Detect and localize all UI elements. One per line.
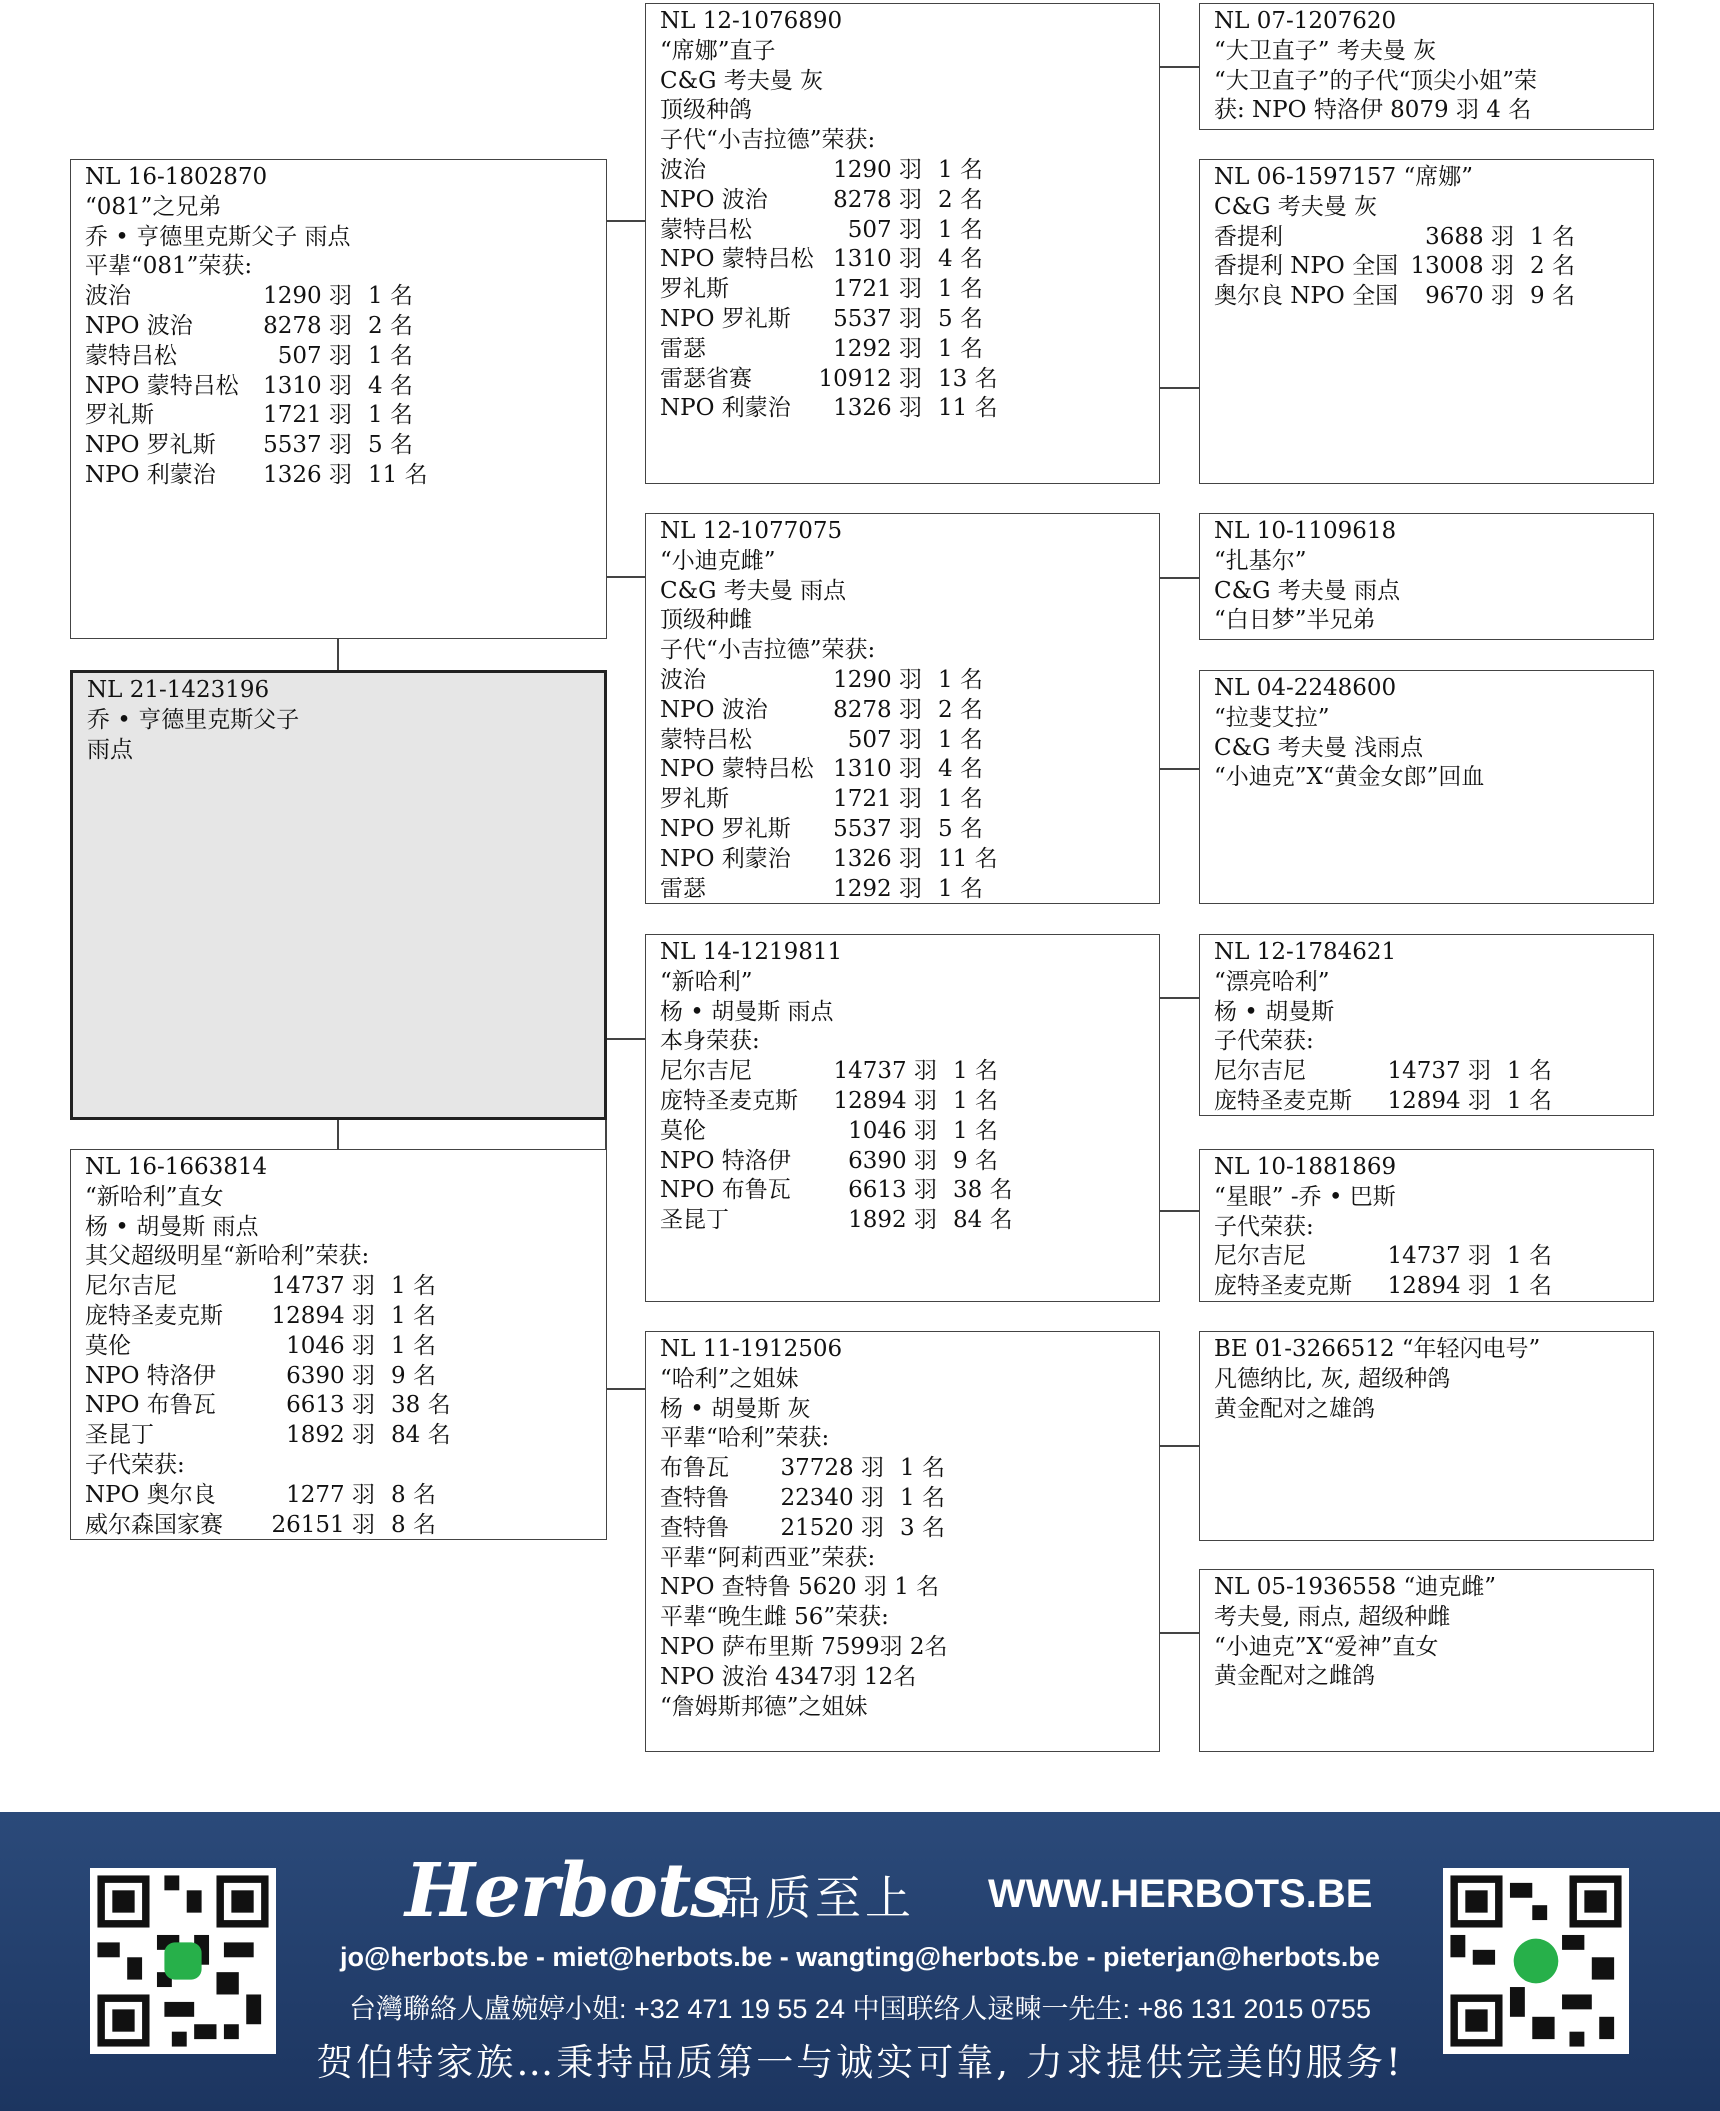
placing: 1 名 — [938, 666, 983, 693]
race-name: 莫伦 — [660, 1117, 706, 1144]
race-name: 奥尔良 NPO 全国 — [1214, 283, 1399, 310]
placing: 11 名 — [938, 845, 998, 872]
race-name: 罗礼斯 — [660, 276, 729, 303]
info-line: “扎基尔” — [1214, 547, 1307, 574]
connector — [1158, 997, 1200, 999]
result-row — [85, 342, 606, 372]
result-row — [660, 1206, 1159, 1236]
info-line: 顶级种雌 — [660, 607, 752, 634]
connector — [1158, 1210, 1200, 1212]
bird-count: 12894 羽 — [271, 1302, 375, 1329]
race-name: 罗礼斯 — [660, 786, 729, 813]
website-link[interactable]: WWW.HERBOTS.BE — [988, 1872, 1373, 1916]
placing: 8 名 — [391, 1511, 436, 1538]
connector — [605, 1388, 647, 1390]
bird-count: 1310 羽 — [833, 756, 922, 783]
bird-count: 1292 羽 — [833, 335, 922, 362]
bird-count: 1290 羽 — [833, 666, 922, 693]
placing: 5 名 — [368, 432, 413, 459]
placing: 1 名 — [1530, 223, 1575, 250]
info-line: 子代“小吉拉德”荣获: — [660, 637, 876, 664]
bird-count: 12894 羽 — [833, 1087, 937, 1114]
placing: 1 名 — [938, 335, 983, 362]
race-name: 波治 — [660, 666, 706, 693]
placing: 84 名 — [391, 1422, 451, 1449]
info-line: “大卫直子”的子代“顶尖小姐”荣 — [1214, 67, 1538, 94]
result-row — [660, 365, 1159, 395]
bird-count: 21520 羽 — [780, 1514, 884, 1541]
result-row — [85, 1511, 606, 1541]
race-name: 蒙特吕松 — [660, 216, 752, 243]
result-row — [85, 1332, 606, 1362]
info-line: “星眼” -乔 • 巴斯 — [1214, 1183, 1396, 1210]
ring-number: BE 01-3266512 “年轻闪电号” — [1214, 1336, 1541, 1362]
info-line: NPO 萨布里斯 7599羽 2名 — [660, 1633, 948, 1660]
ring-number: NL 21-1423196 — [87, 677, 270, 703]
sire-dam-card — [645, 513, 1160, 904]
ring-number: NL 04-2248600 — [1214, 675, 1397, 701]
placing: 1 名 — [368, 283, 413, 310]
bird-count: 8278 羽 — [263, 312, 352, 339]
placing: 4 名 — [938, 756, 983, 783]
race-name: 雷瑟 — [660, 335, 706, 362]
race-name: 尼尔吉尼 — [1214, 1243, 1306, 1270]
info-line: C&G 考夫曼 灰 — [660, 67, 824, 94]
race-name: NPO 奥尔良 — [85, 1481, 216, 1508]
info-line: “小迪克”X“爱神”直女 — [1214, 1633, 1439, 1660]
info-line: 平辈“哈利”荣获: — [660, 1425, 830, 1452]
info-line: 子代“小吉拉德”荣获: — [660, 127, 876, 154]
info-line: 子代荣获: — [85, 1451, 185, 1478]
race-name: 庞特圣麦克斯 — [85, 1302, 223, 1329]
result-row — [660, 1057, 1159, 1087]
bird-count: 6613 羽 — [848, 1177, 937, 1204]
bird-count: 1310 羽 — [263, 372, 352, 399]
result-row — [660, 275, 1159, 305]
race-name: 威尔森国家赛 — [85, 1511, 223, 1538]
race-name: 罗礼斯 — [85, 402, 154, 429]
email-links[interactable]: jo@herbots.be - miet@herbots.be - wangting@herbots.be - pieterjan@herbots.be — [340, 1942, 1380, 1972]
info-line: 考夫曼, 雨点, 超级种雌 — [1214, 1603, 1451, 1630]
race-name: NPO 特洛伊 — [85, 1362, 216, 1389]
result-row — [660, 755, 1159, 785]
info-line: 凡德纳比, 灰, 超级种鸽 — [1214, 1365, 1451, 1392]
info-line: 顶级种鸽 — [660, 97, 752, 124]
race-name: 波治 — [85, 283, 131, 310]
sire-sire-sire-card — [1199, 3, 1654, 130]
placing: 1 名 — [900, 1484, 945, 1511]
result-row — [660, 394, 1159, 424]
bird-count: 1046 羽 — [848, 1117, 937, 1144]
result-row — [85, 1391, 606, 1421]
connector — [1158, 387, 1200, 389]
info-line: 平辈“081”荣获: — [85, 253, 253, 280]
bird-count: 5537 羽 — [263, 432, 352, 459]
bird-count: 507 羽 — [847, 216, 922, 243]
race-name: NPO 布鲁瓦 — [660, 1177, 791, 1204]
placing: 1 名 — [1507, 1058, 1552, 1085]
placing: 5 名 — [938, 305, 983, 332]
placing: 1 名 — [391, 1273, 436, 1300]
placing: 11 名 — [368, 461, 428, 488]
info-line: “大卫直子” 考夫曼 灰 — [1214, 37, 1437, 64]
info-line: C&G 考夫曼 雨点 — [1214, 577, 1401, 604]
dam-dam-dam-card — [1199, 1569, 1654, 1752]
placing: 1 名 — [953, 1058, 998, 1085]
info-line: “新哈利”直女 — [85, 1183, 224, 1210]
info-line: C&G 考夫曼 灰 — [1214, 193, 1378, 220]
bird-count: 6390 羽 — [848, 1147, 937, 1174]
result-row — [660, 335, 1159, 365]
bird-count: 1310 羽 — [833, 246, 922, 273]
brand-logo: Herbots — [405, 1848, 731, 1934]
placing: 1 名 — [391, 1302, 436, 1329]
info-line: 黄金配对之雄鸽 — [1214, 1395, 1375, 1422]
placing: 2 名 — [938, 186, 983, 213]
race-name: NPO 利蒙治 — [85, 461, 216, 488]
result-row — [660, 1117, 1159, 1147]
ring-number: NL 10-1881869 — [1214, 1154, 1397, 1180]
result-row — [660, 186, 1159, 216]
race-name: NPO 罗礼斯 — [660, 815, 791, 842]
info-line: 杨 • 胡曼斯 雨点 — [85, 1213, 259, 1240]
race-name: NPO 特洛伊 — [660, 1147, 791, 1174]
info-line: 子代荣获: — [1214, 1213, 1314, 1240]
placing: 1 名 — [938, 875, 983, 902]
bird-count: 1292 羽 — [833, 875, 922, 902]
race-name: 查特鲁 — [660, 1484, 729, 1511]
placing: 1 名 — [391, 1332, 436, 1359]
race-name: NPO 蒙特吕松 — [660, 756, 814, 783]
bird-count: 1721 羽 — [833, 786, 922, 813]
result-row — [85, 461, 606, 491]
race-name: 蒙特吕松 — [660, 726, 752, 753]
placing: 1 名 — [368, 402, 413, 429]
bird-count: 1721 羽 — [263, 402, 352, 429]
color: 雨点 — [87, 736, 133, 763]
main-pigeon-card — [70, 670, 607, 1120]
result-row — [85, 1481, 606, 1511]
bird-count: 1046 羽 — [286, 1332, 375, 1359]
info-line: “哈利”之姐妹 — [660, 1365, 799, 1392]
dam-sire-card — [645, 934, 1160, 1302]
info-line: 子代荣获: — [1214, 1028, 1314, 1055]
connector — [337, 1118, 339, 1150]
bird-count: 37728 羽 — [780, 1455, 884, 1482]
race-name: 圣昆丁 — [85, 1422, 154, 1449]
race-name: NPO 罗礼斯 — [85, 432, 216, 459]
result-row — [660, 696, 1159, 726]
info-line: “拉斐艾拉” — [1214, 704, 1330, 731]
race-name: NPO 蒙特吕松 — [85, 372, 239, 399]
race-name: 庞特圣麦克斯 — [1214, 1273, 1352, 1300]
bird-count: 12894 羽 — [1387, 1087, 1491, 1114]
info-line: NPO 波治 4347羽 12名 — [660, 1663, 917, 1690]
result-row — [660, 216, 1159, 246]
race-name: 尼尔吉尼 — [1214, 1058, 1306, 1085]
ring-number: NL 07-1207620 — [1214, 8, 1397, 34]
footer-banner — [0, 1812, 1720, 2111]
bird-count: 9670 羽 — [1425, 283, 1514, 310]
result-row — [1214, 282, 1653, 312]
bird-count: 1277 羽 — [286, 1481, 375, 1508]
race-name: 尼尔吉尼 — [85, 1273, 177, 1300]
info-line: “詹姆斯邦德”之姐妹 — [660, 1693, 868, 1720]
result-row — [85, 282, 606, 312]
info-line: 本身荣获: — [660, 1028, 760, 1055]
ring-number: NL 10-1109618 — [1214, 518, 1397, 544]
bird-count: 14737 羽 — [271, 1273, 375, 1300]
bird-count: 14737 羽 — [1387, 1243, 1491, 1270]
result-row — [660, 875, 1159, 905]
race-name: 尼尔吉尼 — [660, 1058, 752, 1085]
race-name: NPO 布鲁瓦 — [85, 1392, 216, 1419]
placing: 1 名 — [900, 1455, 945, 1482]
placing: 1 名 — [938, 726, 983, 753]
info-line: “漂亮哈利” — [1214, 968, 1330, 995]
connector — [1158, 1445, 1200, 1447]
bird-count: 22340 羽 — [780, 1484, 884, 1511]
placing: 4 名 — [368, 372, 413, 399]
info-line: “小迪克”X“黄金女郎”回血 — [1214, 764, 1485, 791]
connector — [605, 220, 647, 222]
sire-sire-card — [645, 3, 1160, 484]
bird-count: 5537 羽 — [833, 815, 922, 842]
result-row — [85, 401, 606, 431]
race-name: NPO 波治 — [660, 696, 768, 723]
bird-count: 1892 羽 — [848, 1207, 937, 1234]
placing: 38 名 — [953, 1177, 1013, 1204]
info-line: 其父超级明星“新哈利”荣获: — [85, 1243, 370, 1270]
info-line: C&G 考夫曼 雨点 — [660, 577, 847, 604]
placing: 13 名 — [938, 365, 998, 392]
result-row — [660, 1147, 1159, 1177]
bird-count: 6613 羽 — [286, 1392, 375, 1419]
result-row — [85, 1421, 606, 1451]
result-row — [660, 305, 1159, 335]
bird-count: 8278 羽 — [833, 696, 922, 723]
info-line: NPO 查特鲁 5620 羽 1 名 — [660, 1574, 940, 1601]
ring-number: NL 12-1784621 — [1214, 939, 1397, 965]
dam-dam-sire-card — [1199, 1331, 1654, 1541]
info-line: “席娜”直子 — [660, 37, 776, 64]
info-line: 杨 • 胡曼斯 灰 — [660, 1395, 811, 1422]
placing: 2 名 — [368, 312, 413, 339]
connector — [1158, 1632, 1200, 1634]
dam-dam-card — [645, 1331, 1160, 1752]
race-name: NPO 罗礼斯 — [660, 305, 791, 332]
result-row — [660, 1087, 1159, 1117]
placing: 38 名 — [391, 1392, 451, 1419]
race-name: 波治 — [660, 156, 706, 183]
breeder: 乔 • 亨德里克斯父子 — [87, 706, 300, 733]
bird-count: 1290 羽 — [833, 156, 922, 183]
bird-count: 10912 羽 — [818, 365, 922, 392]
placing: 1 名 — [938, 786, 983, 813]
bird-count: 1721 羽 — [833, 276, 922, 303]
connector — [605, 1038, 647, 1040]
placing: 2 名 — [1530, 253, 1575, 280]
info-line: 获: NPO 特洛伊 8079 羽 4 名 — [1214, 97, 1532, 124]
bird-count: 3688 羽 — [1425, 223, 1514, 250]
placing: 1 名 — [938, 156, 983, 183]
race-name: NPO 蒙特吕松 — [660, 246, 814, 273]
bird-count: 507 羽 — [277, 342, 352, 369]
bird-count: 13008 羽 — [1410, 253, 1514, 280]
placing: 11 名 — [938, 395, 998, 422]
placing: 9 名 — [1530, 283, 1575, 310]
race-name: NPO 波治 — [85, 312, 193, 339]
dam-sire-sire-card — [1199, 934, 1654, 1116]
result-row — [1214, 1087, 1653, 1117]
result-row — [660, 156, 1159, 186]
result-row — [1214, 1272, 1653, 1302]
slogan: 品质至上 — [715, 1871, 915, 1925]
info-line: 平辈“晚生雌 56”荣获: — [660, 1604, 889, 1631]
result-row — [85, 312, 606, 342]
placing: 8 名 — [391, 1481, 436, 1508]
info-line: 黄金配对之雌鸽 — [1214, 1663, 1375, 1690]
result-row — [85, 372, 606, 402]
info-line: 乔 • 亨德里克斯父子 雨点 — [85, 223, 351, 250]
contact-info: 台灣聯絡人盧婉婷小姐: +32 471 19 55 24 中国联络人逯暕一先生: +86 131 2015 0755 — [349, 1994, 1371, 2024]
result-row — [660, 845, 1159, 875]
placing: 5 名 — [938, 815, 983, 842]
bird-count: 507 羽 — [847, 726, 922, 753]
bird-count: 1326 羽 — [833, 395, 922, 422]
result-row — [1214, 252, 1653, 282]
ring-number: NL 16-1663814 — [85, 1154, 268, 1180]
connector — [1158, 577, 1200, 579]
info-line: “081”之兄弟 — [85, 193, 222, 220]
connector — [1158, 768, 1200, 770]
result-row — [1214, 223, 1653, 253]
ring-number: NL 05-1936558 “迪克雌” — [1214, 1574, 1497, 1600]
info-line: “小迪克雌” — [660, 547, 776, 574]
bird-count: 8278 羽 — [833, 186, 922, 213]
placing: 2 名 — [938, 696, 983, 723]
bird-count: 1892 羽 — [286, 1422, 375, 1449]
ring-number: NL 16-1802870 — [85, 164, 268, 190]
result-row — [1214, 1057, 1653, 1087]
placing: 1 名 — [368, 342, 413, 369]
result-row — [85, 1302, 606, 1332]
tagline: 贺伯特家族…秉持品质第一与诚实可靠, 力求提供完美的服务! — [316, 2041, 1404, 2084]
result-row — [660, 785, 1159, 815]
info-line: 平辈“阿莉西亚”荣获: — [660, 1544, 876, 1571]
info-line: C&G 考夫曼 浅雨点 — [1214, 734, 1424, 761]
sire-dam-sire-card — [1199, 513, 1654, 640]
bird-count: 1326 羽 — [263, 461, 352, 488]
race-name: 雷瑟省赛 — [660, 365, 752, 392]
result-row — [660, 1176, 1159, 1206]
bird-count: 5537 羽 — [833, 305, 922, 332]
placing: 1 名 — [953, 1087, 998, 1114]
placing: 4 名 — [938, 246, 983, 273]
bird-count: 1326 羽 — [833, 845, 922, 872]
info-line: 杨 • 胡曼斯 — [1214, 998, 1335, 1025]
connector — [337, 638, 339, 672]
result-row — [1214, 1242, 1653, 1272]
ring-number: NL 12-1077075 — [660, 518, 843, 544]
dam-sire-dam-card — [1199, 1149, 1654, 1302]
race-name: 圣昆丁 — [660, 1207, 729, 1234]
sire-card — [70, 159, 607, 639]
ring-number: NL 14-1219811 — [660, 939, 843, 965]
info-line: 杨 • 胡曼斯 雨点 — [660, 998, 834, 1025]
placing: 1 名 — [1507, 1243, 1552, 1270]
ring-number: NL 12-1076890 — [660, 8, 843, 34]
race-name: NPO 利蒙治 — [660, 845, 791, 872]
race-name: 雷瑟 — [660, 875, 706, 902]
dam-card — [70, 1149, 607, 1540]
placing: 9 名 — [953, 1147, 998, 1174]
race-name: NPO 利蒙治 — [660, 395, 791, 422]
result-row — [660, 1454, 1159, 1484]
connector — [1158, 66, 1200, 68]
bird-count: 1290 羽 — [263, 283, 352, 310]
result-row — [85, 431, 606, 461]
race-name: 查特鲁 — [660, 1514, 729, 1541]
result-row — [660, 245, 1159, 275]
ring-number: NL 06-1597157 “席娜” — [1214, 164, 1474, 190]
placing: 1 名 — [938, 216, 983, 243]
info-line: “白日梦”半兄弟 — [1214, 607, 1376, 634]
result-row — [85, 1272, 606, 1302]
bird-count: 14737 羽 — [1387, 1058, 1491, 1085]
race-name: NPO 波治 — [660, 186, 768, 213]
placing: 1 名 — [1507, 1273, 1552, 1300]
race-name: 香提利 — [1214, 223, 1283, 250]
placing: 9 名 — [391, 1362, 436, 1389]
result-row — [660, 815, 1159, 845]
sire-dam-dam-card — [1199, 670, 1654, 904]
placing: 84 名 — [953, 1207, 1013, 1234]
result-row — [85, 1362, 606, 1392]
bird-count: 26151 羽 — [271, 1511, 375, 1538]
result-row — [660, 726, 1159, 756]
race-name: 布鲁瓦 — [660, 1455, 729, 1482]
ring-number: NL 11-1912506 — [660, 1336, 843, 1362]
bird-count: 14737 羽 — [833, 1058, 937, 1085]
placing: 1 名 — [938, 276, 983, 303]
race-name: 庞特圣麦克斯 — [660, 1087, 798, 1114]
sire-sire-dam-card — [1199, 159, 1654, 484]
connector — [605, 576, 647, 578]
info-line: “新哈利” — [660, 968, 753, 995]
placing: 1 名 — [1507, 1087, 1552, 1114]
result-row — [660, 1484, 1159, 1514]
result-row — [660, 666, 1159, 696]
race-name: 莫伦 — [85, 1332, 131, 1359]
race-name: 香提利 NPO 全国 — [1214, 253, 1399, 280]
placing: 1 名 — [953, 1117, 998, 1144]
race-name: 庞特圣麦克斯 — [1214, 1087, 1352, 1114]
bird-count: 6390 羽 — [286, 1362, 375, 1389]
placing: 3 名 — [900, 1514, 945, 1541]
result-row — [660, 1514, 1159, 1544]
race-name: 蒙特吕松 — [85, 342, 177, 369]
bird-count: 12894 羽 — [1387, 1273, 1491, 1300]
